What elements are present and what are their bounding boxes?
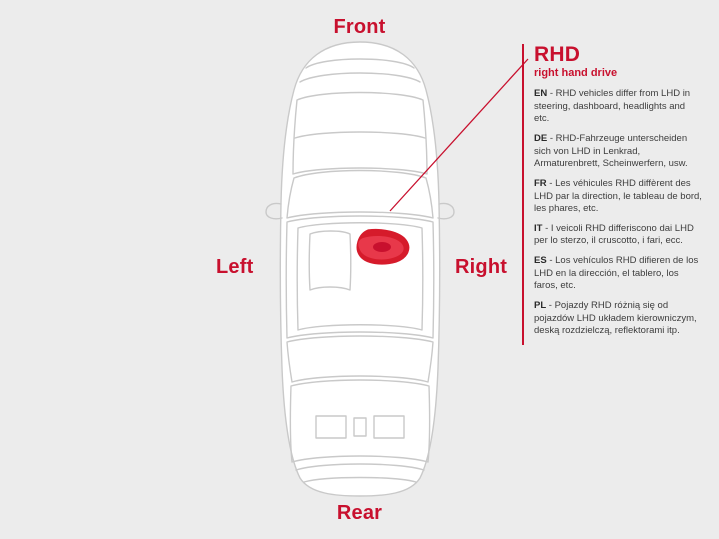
language-code: DE [534, 133, 548, 145]
description-text: - RHD-Fahrzeuge unterscheiden sich von LHD in Lenkrad, Armaturenbrett, Scheinwerfern, usw. [534, 133, 688, 170]
language-code: FR [534, 177, 547, 189]
description-text: - RHD vehicles differ from LHD in steering, dashboard, headlights and etc. [534, 88, 691, 125]
car-top-view-illustration [250, 38, 470, 498]
orientation-label-rear: Rear [336, 502, 383, 524]
callout-description-de [534, 133, 702, 171]
description-text: - Pojazdy RHD różnią się od pojazdów LHD układem kierowniczym, deską rozdzielczą, reflektorami itp. [534, 299, 697, 337]
orientation-label-right: Right [455, 256, 508, 278]
description-text: - Les véhicules RHD diffèrent des LHD par la direction, le tableau de bord, les phares, etc. [534, 177, 702, 215]
callout-description-pl [534, 300, 702, 338]
language-code: IT [534, 222, 543, 234]
language-code: PL [534, 299, 547, 311]
description-text: - I veicoli RHD differiscono dai LHD per lo sterzo, il cruscotto, i fari, ecc. [534, 222, 694, 247]
callout-description-es [534, 255, 702, 293]
callout-title: RHD [534, 43, 581, 66]
callout-description-list [534, 88, 702, 338]
callout-description-fr [534, 178, 702, 216]
callout-description-en [534, 88, 702, 126]
callout-subtitle: right hand drive [534, 67, 618, 80]
orientation-label-front: Front [333, 16, 386, 38]
language-code: ES [534, 255, 547, 267]
language-code: EN [534, 88, 548, 100]
callout-description-it [534, 223, 702, 248]
description-text: - Los vehículos RHD difieren de los LHD en la dirección, el tablero, los faros, etc. [534, 255, 699, 292]
rhd-callout-panel [522, 44, 702, 345]
orientation-label-left: Left [216, 256, 254, 278]
